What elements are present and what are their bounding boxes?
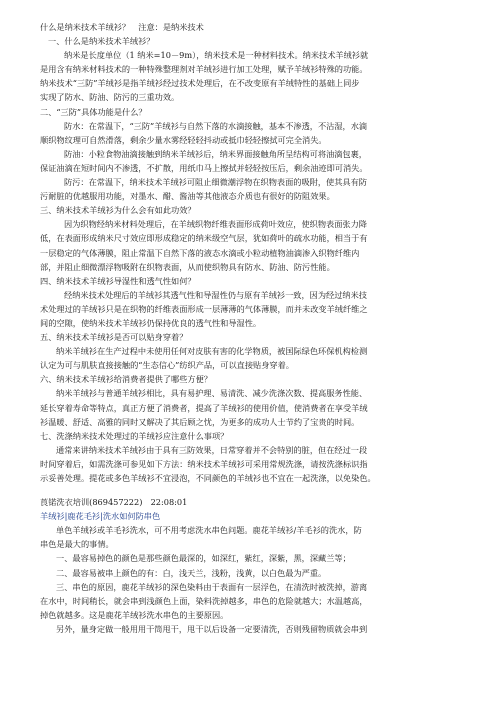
text-line: 纳米羊绒衫与普通羊绒衫相比，具有易护理、易清洗、减少洗涤次数、提高服务性能、 <box>56 388 368 399</box>
text-line: 三、串色的原因，鹿花羊绒衫的深色染料由于表面有一层浮色，在清洗时被洗掉，游离 <box>56 581 368 592</box>
text-line: 防污：在常温下，纳米技术羊绒衫可阻止细微潮浮物在织物表面的吸附，使其具有防 <box>64 177 367 188</box>
text-line: 认定为可与肌肤直接接触的“生态信心”纺织产品，可以直接贴身穿着。 <box>40 360 294 371</box>
text-line: 因为织物经纳米材料处理后，在羊绒织物纤维表面形成荷叶效应，使织物表面张力降 <box>64 219 367 230</box>
text-line: 示妥善处理。提花或多色羊绒衫不宜浸泡，不同颜色的羊绒衫也不宜在一起洗涤，以免染色。 <box>40 473 376 483</box>
text-line: 经纳米技术处理后的羊绒衫其透气性和导湿性仍与原有羊绒衫一致，因为经过纳米技 <box>64 289 367 300</box>
document-section-washing-tips <box>40 495 464 636</box>
text-line: 莨锘洗衣培训(869457222) 22:08:01 <box>40 497 188 508</box>
text-line: 时间穿着后，如需洗涤可参见如下方法：纳米技术羊绒衫可采用常规洗涤，请按洗涤标识指 <box>40 458 368 469</box>
text-line: 顺织物纹理可自然滑落，剩余少量水雾经轻轻抖动或抵巾轻轻擦拭可完全消失。 <box>40 134 327 145</box>
text-line: 部，并阻止细微漂浮物吸附在织物表面，从而使织物具有防水、防油、防污性能。 <box>40 261 335 272</box>
text-line: 纳米羊绒衫在生产过程中未使用任何对皮肤有害的化学物质，被国际绿色环保机构检测 <box>56 346 368 357</box>
text-line: 单色羊绒衫或羊毛衫洗水，可不用考虑洗水串色问题。鹿花羊绒衫/羊毛衫的洗水，防 <box>56 525 362 536</box>
text-line: 一层稳定的气体薄膜，阻止常温下自然下落的液态水滴或小粒动植物油滴渗入织物纤维内 <box>40 247 360 258</box>
text-line: 二、最容易被串上颜色的有：白，浅天兰，浅粉，浅黄，以白色最为严重。 <box>56 567 327 578</box>
text-line: 通常来讲纳米技术羊绒衫由于具有三防效果，日常穿着并不会特别的脏，但在经过一段 <box>56 444 368 455</box>
text-line: 一、最容易掉色的颜色是那些颜色最深的，如深红，紫红，深紫，黑，深藏兰等； <box>56 553 351 564</box>
text-line: 串色是最大的事情。 <box>40 539 114 550</box>
text-line: 另外，量身定做一般用用干筒甩干，甩干以后设备一定要清洗，否则残留物质就会串到 <box>56 623 368 634</box>
text-line: 掉色就越多。这是鹿花羊绒衫洗水串色的主要原因。 <box>40 609 229 620</box>
text-line: 延长穿着寿命等特点，真正方便了消费者，提高了羊绒衫的使用价值，使消费者在享受羊绒 <box>40 402 368 413</box>
text-line: 间的空隙，使纳米技术羊绒衫仍保持优良的透气性和导湿性。 <box>40 317 262 328</box>
text-line: 衫温暖、舒适、高雅的同时又解决了其后顾之忧，为更多的成功人士节约了宝贵的时间。 <box>40 416 360 427</box>
text-line: 术处理过的羊绒衫只是在织物的纤维表面形成一层薄薄的气体薄膜，而并未改变羊绒纤维之 <box>40 303 368 314</box>
text-line: 防水：在常温下，“三防”羊绒衫与自然下落的水滴接触，基本不渗透，不沾湿，水滴 <box>64 120 368 131</box>
text-line: 四、纳米技术羊绒衫导湿性和透气性如何？ <box>40 275 196 286</box>
text-line: 低，在表面形成纳米尺寸效应即形成稳定的纳米级空气层，犹如荷叶的疏水功能，相当于有 <box>40 233 368 244</box>
text-line: 在水中，时间稍长，就会串到浅颜色上面，染料洗掉越多，串色的危险就越大；水温越高， <box>40 595 368 606</box>
text-line: 纳米技术“三防”羊绒衫是指羊绒衫经过技术处理后，在不改变原有羊绒特性的基础上同步 <box>40 78 360 89</box>
text-line: 三、纳米技术羊绒衫为什么会有如此功效？ <box>40 205 196 216</box>
text-line: 一、什么是纳米技术羊绒衫？ <box>48 36 155 47</box>
text-line: 什么是纳米技术羊绒衫？ 注意：是纳米技术 <box>40 22 204 32</box>
text-line: 五、纳米技术羊绒衫是否可以贴身穿着？ <box>40 332 188 343</box>
text-line: 保证油滴在短时间内不渗透，不扩散，用纸巾马上擦拭并轻轻按压后，剩余油迹即可消失。 <box>40 162 368 173</box>
text-line: 污耐脏的优越服用功能，对墨水、醋、酱油等其他液态介质也有很好的防阻效果。 <box>40 191 335 202</box>
text-line: 防油：小粒食物油滴接触到纳米羊绒衫后，纳米界面接触角所呈结构可将油滴包裹， <box>64 148 367 159</box>
text-line: 纳米是长度单位（1 纳米=10－9m），纳米技术是一种材料技术。纳米技术羊绒衫就 <box>64 50 369 61</box>
section-gap <box>40 485 464 495</box>
text-line: 实现了防水、防油、防污的三重功效。 <box>40 92 180 103</box>
text-line: 是用含有纳米材料技术的一种特殊整理剂对羊绒衫进行加工处理，赋予羊绒衫特殊的功能。 <box>40 64 368 75</box>
text-line: 七、洗涤纳米技术处理过的羊绒衫应注意什么事项？ <box>40 430 229 441</box>
document-section-nano-cashmere <box>40 20 464 485</box>
text-line: 二、“三防”具体功能是什么？ <box>40 106 147 117</box>
text-line: 六、纳米技术羊绒衫给消费者提供了哪些方便？ <box>40 374 212 385</box>
text-line: 羊绒衫|鹿花毛衫|洗水如何防串色 <box>40 511 161 522</box>
